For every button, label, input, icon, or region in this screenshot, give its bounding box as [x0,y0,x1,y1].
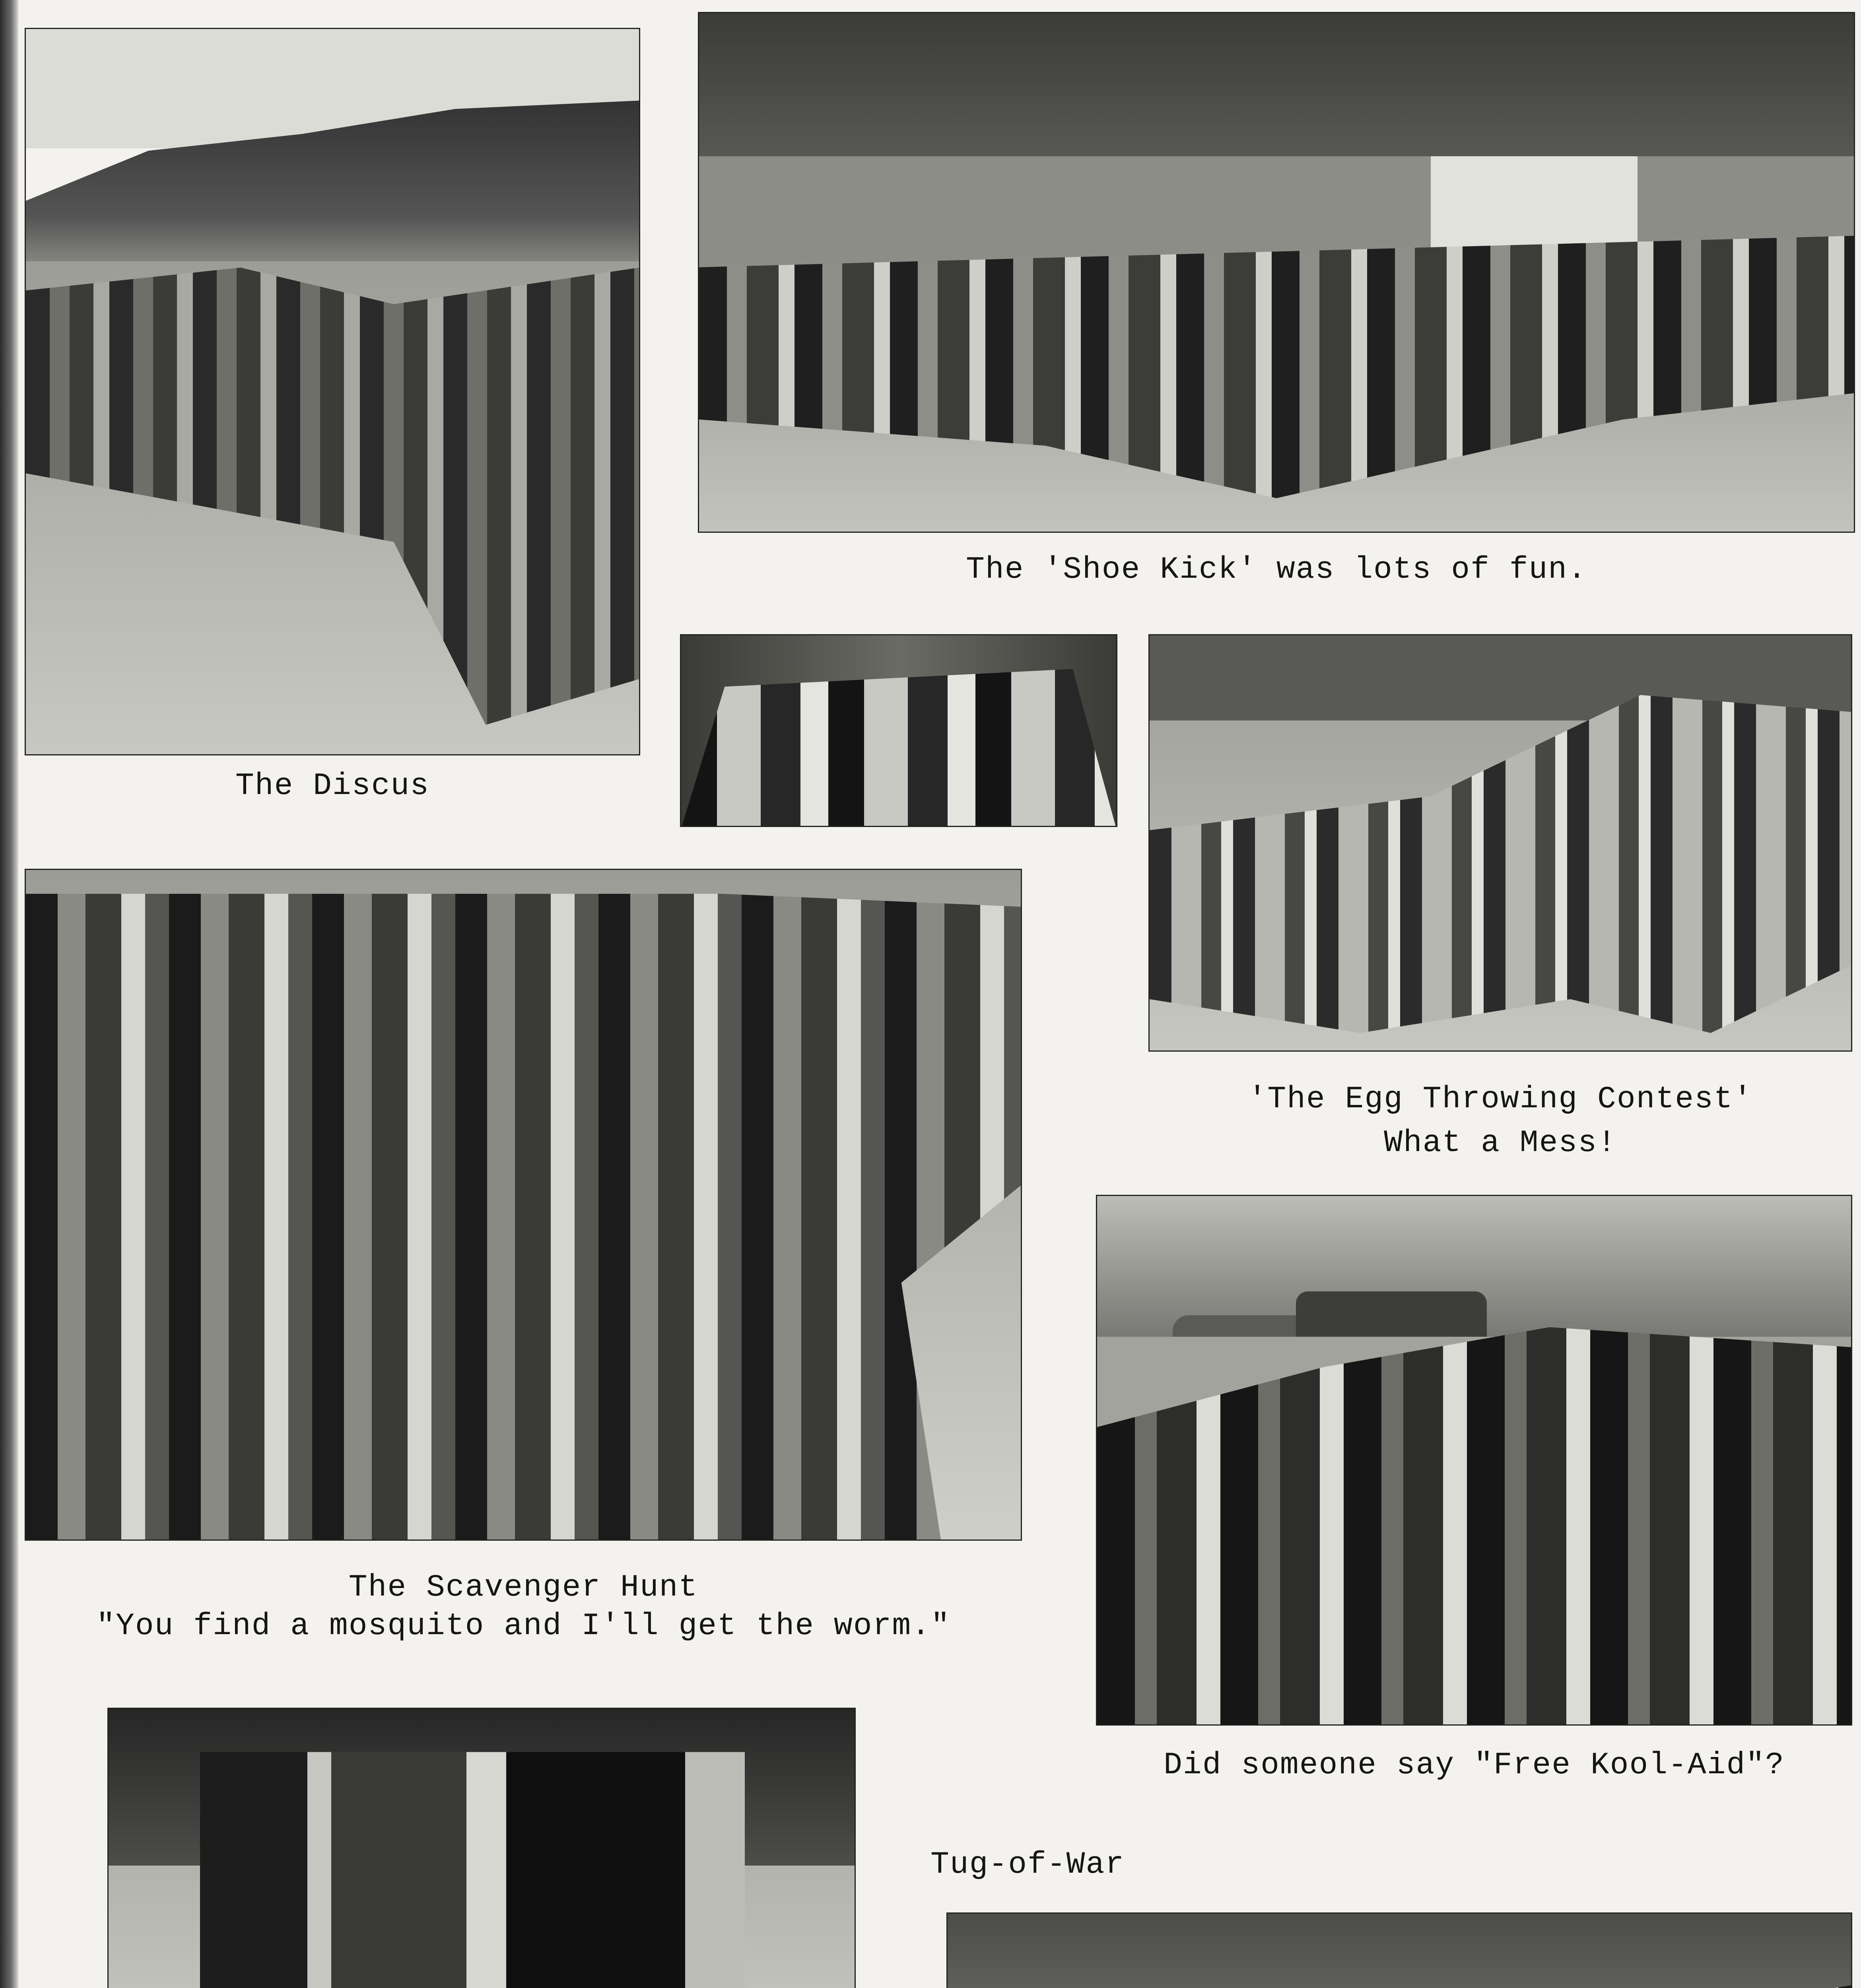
caption-scavenger-2: "You find a mosquito and I'll get the worm." [96,1609,950,1644]
photo-ribbons [107,1708,856,1988]
caption-discus: The Discus [235,769,430,804]
photo-shoe-kick [698,12,1855,533]
caption-kool-aid: Did someone say "Free Kool-Aid"? [1164,1748,1785,1783]
photo-discus [25,28,640,755]
caption-egg-throw-1: 'The Egg Throwing Contest' [1248,1082,1753,1117]
photo-scavenger-hunt [25,869,1022,1541]
photo-egg-throwing [1148,634,1852,1052]
photo-kool-aid-crowd [1096,1195,1852,1726]
page-binding-edge [0,0,18,1988]
photo-three-girls [680,634,1117,827]
photo-tug-of-war [946,1912,1852,1988]
caption-shoe-kick: The 'Shoe Kick' was lots of fun. [966,552,1587,587]
caption-scavenger-1: The Scavenger Hunt [348,1570,698,1605]
caption-egg-throw-2: What a Mess! [1384,1126,1617,1161]
caption-tug-of-war: Tug-of-War [930,1847,1125,1882]
